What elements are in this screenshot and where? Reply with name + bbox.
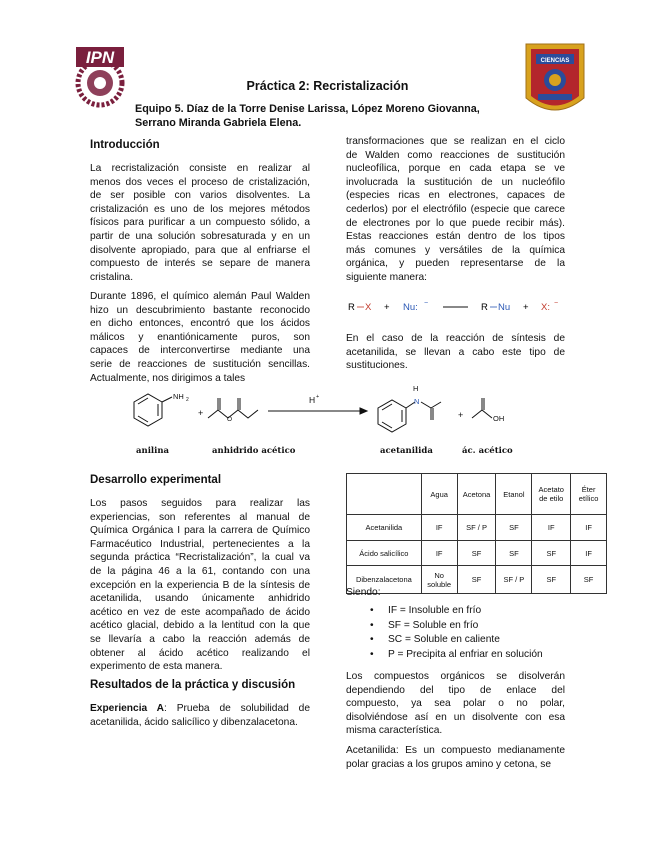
acetic-acid-structure <box>472 398 492 418</box>
text-line: acético en vez de este acompañado de ácido <box>90 606 310 618</box>
solubility-table <box>346 473 607 594</box>
text-line: sustituciones. <box>346 360 408 372</box>
text-line: cederlos) por el electrófilo (especie que carece <box>346 203 565 215</box>
eq-plus-2: + <box>523 302 529 313</box>
eq-charge: − <box>424 300 429 307</box>
label-acido-acetico: ác. acético <box>462 446 513 456</box>
oh-label: OH <box>493 414 505 423</box>
reaction-plus-2: + <box>458 410 464 420</box>
table-cell: SF <box>457 566 496 594</box>
text-line: transformaciones que se realizan en el ciclo <box>346 136 565 147</box>
ipn-logo <box>70 43 130 109</box>
text-line: acético glacial, debido a la lentitud con la que <box>90 620 310 632</box>
text-line: experimento de esta manera. <box>90 661 223 673</box>
substitution-equation <box>346 296 566 316</box>
text-line: segunda práctica “Recristalización”, la cual va <box>90 552 310 564</box>
table-row <box>347 566 607 594</box>
nh2-subscript: 2 <box>186 397 189 403</box>
table-cell: IF <box>421 515 457 541</box>
text-line: acetanilida, se llevan a cabo este tipo de <box>346 346 565 358</box>
label-anilina: anilina <box>136 446 170 456</box>
catalyst-superscript: + <box>316 394 320 400</box>
table-cell: Ácido salicílico <box>347 541 422 566</box>
discussion-paragraph-2 <box>346 744 565 771</box>
eq-right-nu: Nu <box>498 302 511 313</box>
list-item: • P = Precipita al enfriar en solución <box>388 648 543 663</box>
experiencia-a-label: Experiencia A <box>90 703 165 714</box>
discussion-paragraph-1 <box>346 670 565 738</box>
aniline-structure <box>134 394 172 426</box>
text-line: dependiendo del tipo de enlace del <box>346 684 565 696</box>
text-line: En el caso de la reacción de síntesis de <box>346 333 565 344</box>
table-header-cell: Acetato de etilo <box>532 474 571 515</box>
text-line: más comunes y versátiles de la química <box>346 244 565 256</box>
text-line: La recristalización consiste en realizar al <box>90 163 310 174</box>
text-line: Acetanilida: Es un compuesto medianamente <box>346 745 565 756</box>
text-line: se llevaría a cabo la reacción además de <box>90 633 310 645</box>
table-cell: IF <box>421 541 457 566</box>
ipn-logo-graphic <box>70 43 130 109</box>
text-line: siguiente manera: <box>346 271 427 283</box>
authors-line-2: Serrano Miranda Gabriela Elena. <box>135 117 302 129</box>
catalyst-label: H <box>309 395 316 405</box>
intro-heading: Introducción <box>90 139 160 151</box>
table-header-row <box>347 474 607 515</box>
table-cell: SF <box>496 541 532 566</box>
anhydride-o-label: O <box>227 416 233 423</box>
text-line: Los pasos seguidos para realizar las <box>90 498 310 509</box>
list-item: • SC = Soluble en caliente <box>388 633 543 648</box>
ipn-logo-text: IPN <box>85 48 115 67</box>
table-cell: No soluble <box>421 566 457 594</box>
school-crest-text: CIENCIAS <box>540 58 570 64</box>
text-line: Estas reacciones están dentro de los tipos <box>346 231 565 243</box>
eq-left-r: R <box>348 302 355 313</box>
table-cell: SF <box>457 541 496 566</box>
text-line: de Walden como reacciones de sustitución <box>346 149 565 161</box>
desarrollo-paragraph <box>90 497 310 674</box>
text-line: físicos para purificar a un compuesto sólido, a <box>90 217 310 229</box>
table-header-cell <box>347 474 422 515</box>
text-line: málicos y enantiónicamente puros, son <box>90 331 310 343</box>
text-line: hizo un descubrimiento bastante reconocido <box>90 304 310 316</box>
text-line: excepción en la experiencia B de la síntesis de <box>90 579 310 591</box>
text-line: Química Orgánica I para la carrera de Químico <box>90 525 310 537</box>
acetanilide-n-label: N <box>414 397 420 406</box>
acetanilide-structure <box>378 400 441 432</box>
table-cell: SF <box>571 566 607 594</box>
legend-list <box>388 604 543 662</box>
table-cell: Acetanilida <box>347 515 422 541</box>
intro-paragraph-1 <box>90 162 310 284</box>
text-line <box>90 702 310 716</box>
text-line: Actualmente, nos dirigimos a tales <box>90 372 246 384</box>
table-cell: IF <box>571 541 607 566</box>
text-line: de ser posible con varios disolventes. La <box>90 190 310 202</box>
acetanilide-h-label: H <box>413 386 419 393</box>
intro-right-paragraph <box>346 135 565 285</box>
desarrollo-heading: Desarrollo experimental <box>90 474 222 486</box>
eq-nucleophile: Nu: <box>403 302 418 313</box>
legend-intro: Siendo: <box>346 587 381 598</box>
text-line: compuesto de interés se separe de manera <box>90 258 310 270</box>
acetanilide-reaction-scheme <box>120 386 540 461</box>
label-acetanilida: acetanilida <box>380 446 433 456</box>
text-line: nucleofílica, porque en cada etapa se ve <box>346 163 565 175</box>
text-line: de la página 46 a la 61, contando con una <box>90 565 310 577</box>
text-line: disolviéndose así en un disolvente con esa <box>346 711 565 723</box>
table-cell: Dibenzalacetona <box>347 566 422 594</box>
table-cell: SF / P <box>457 515 496 541</box>
after-equation-paragraph <box>346 332 565 373</box>
text-line: en dicho entonces, encontró que los ácidos <box>90 318 310 330</box>
text-line: misma característica. <box>346 725 443 737</box>
list-item: • IF = Insoluble en frío <box>388 604 543 619</box>
table-cell: SF / P <box>496 566 532 594</box>
table-cell: SF <box>532 541 571 566</box>
table-cell: IF <box>571 515 607 541</box>
text-line: obtener al ácido acético realizando el <box>90 647 310 659</box>
label-anhidrido: anhidrido acético <box>212 446 296 456</box>
table-header-cell: Éter etílico <box>571 474 607 515</box>
eq-right-r: R <box>481 302 488 313</box>
text-line: involucrada la sustitución de un nucleófilo <box>346 176 565 188</box>
intro-paragraph-2 <box>90 290 310 385</box>
text-line: compuesto, ya sea polar o no polar, <box>346 698 565 710</box>
reaction-plus-1: + <box>198 408 204 418</box>
eq-leaving-group: X: <box>541 302 550 313</box>
text-line: Los compuestos orgánicos se disolverán <box>346 671 565 682</box>
text-line: cristalina. <box>90 271 134 283</box>
text-line: orgánica, y pueden representarse de la <box>346 258 565 270</box>
text-line: partir de una solución sobresaturada y en un <box>90 230 310 242</box>
experiencia-a-paragraph <box>90 702 310 729</box>
nh2-label: NH <box>173 392 184 401</box>
text-line: acetanilida, usando únicamente anhidrido <box>90 593 310 605</box>
table-row <box>347 541 607 566</box>
list-item: • SF = Soluble en frío <box>388 619 543 634</box>
eq-charge-2: − <box>554 300 559 307</box>
text-line: menos dos veces el proceso de cristalización, <box>90 176 310 188</box>
text-line: acetanilida, ácido salicílico y dibenzalacetona. <box>90 716 298 728</box>
resultados-heading: Resultados de la práctica y discusión <box>90 679 296 691</box>
table-cell: SF <box>496 515 532 541</box>
table-cell: SF <box>532 566 571 594</box>
text-line: Durante 1896, el químico alemán Paul Walden <box>90 291 310 302</box>
experiencia-a-text: : Prueba de solubilidad de <box>164 703 310 714</box>
text-line: cristalización es uno de los mejores métodos <box>90 203 310 215</box>
text-line: disolvente apropiado, para que al enfriarse el <box>90 244 310 256</box>
table-header-cell: Etanol <box>496 474 532 515</box>
anhydride-structure <box>208 398 258 430</box>
text-line: experiencias, son referentes al manual de <box>90 511 310 523</box>
eq-plus-1: + <box>384 302 390 313</box>
text-line: serie de reacciones de sustitución sencillas. <box>90 358 310 370</box>
table-row <box>347 515 607 541</box>
substitution-equation-graphic <box>346 296 566 316</box>
text-line: de electrones por lo que puede recibir más). <box>346 217 565 229</box>
authors-line-1: Equipo 5. Díaz de la Torre Denise Larissa, López Moreno Giovanna, <box>135 103 480 115</box>
table-header-cell: Acetona <box>457 474 496 515</box>
text-line: (especies ricas en electrones, capaces de <box>346 190 565 202</box>
text-line: Farmacéutico Industrial, pertenecientes a la <box>90 538 310 550</box>
text-line: polar gracias a los grupos amino y cetona, se <box>346 758 551 770</box>
eq-left-x: X <box>365 302 372 313</box>
table-cell: IF <box>532 515 571 541</box>
document-title: Práctica 2: Recristalización <box>246 79 409 93</box>
text-line: capaces de interconvertirse mediante una <box>90 345 310 357</box>
table-header-cell: Agua <box>421 474 457 515</box>
